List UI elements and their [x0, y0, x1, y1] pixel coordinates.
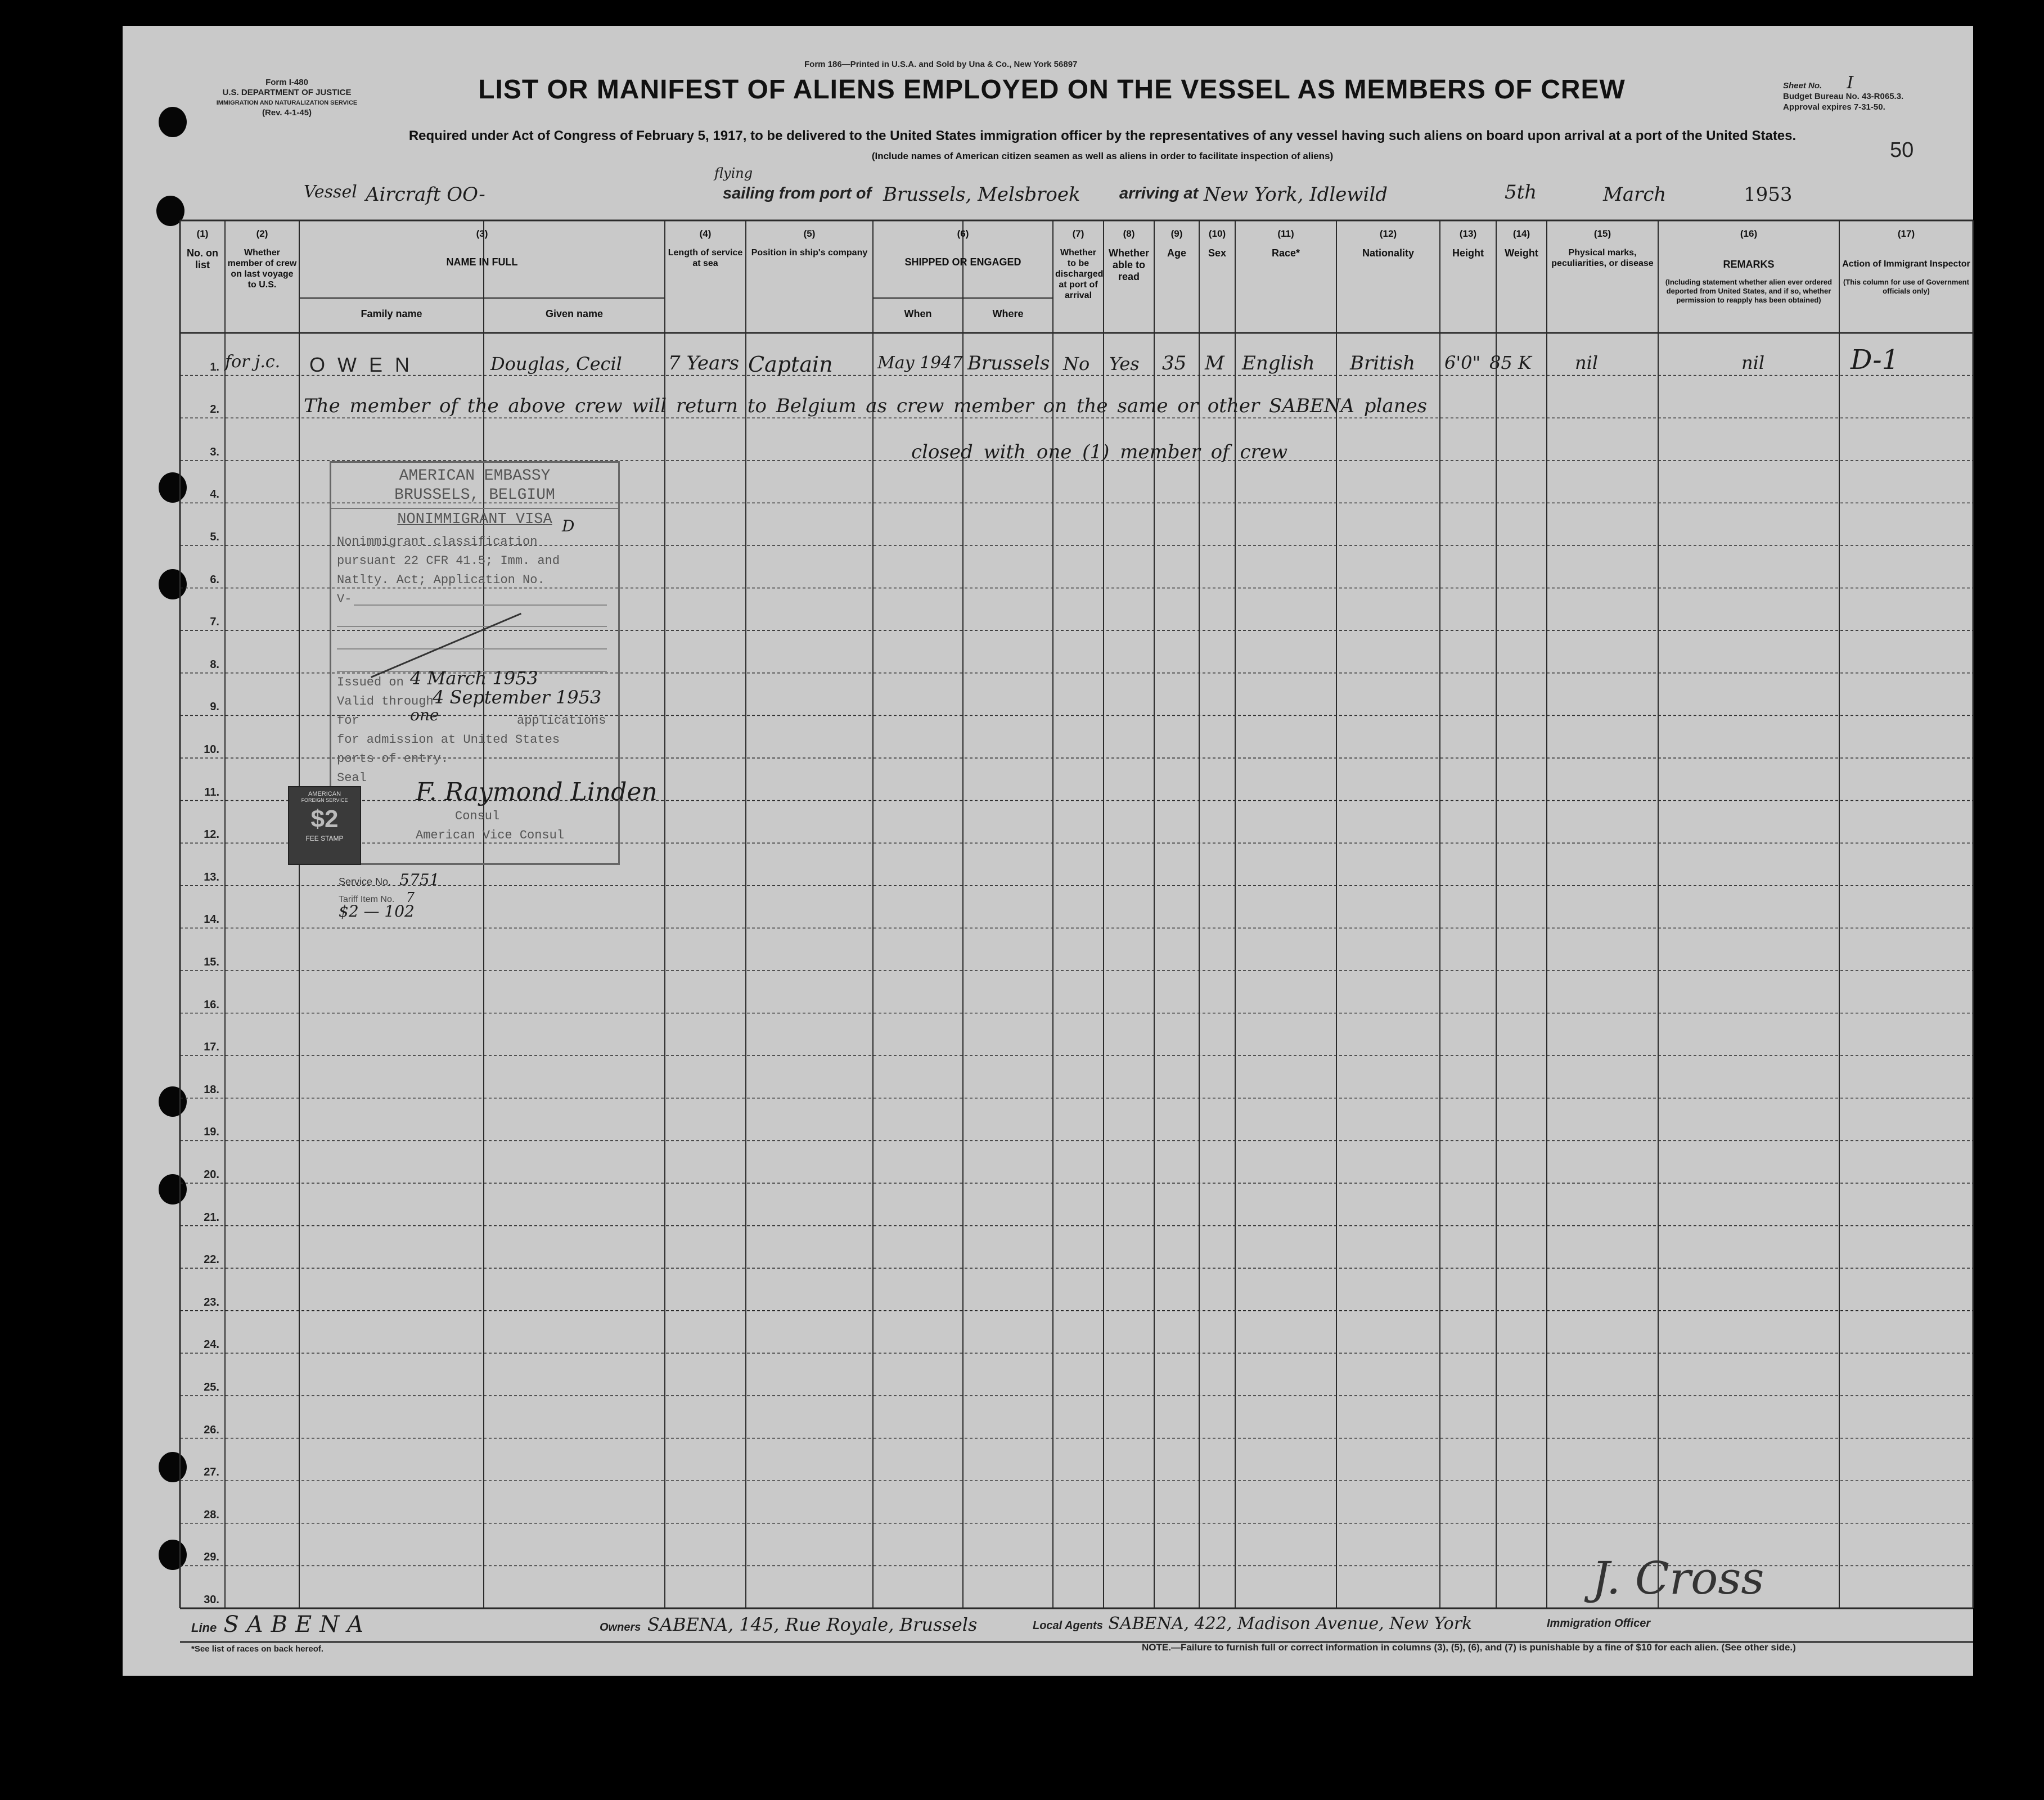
column-label: Action of Immigrant Inspector	[1842, 259, 1970, 269]
subtitle: Required under Act of Congress of February 5, 1917, to be delivered to the United States immigration officer by the representatives of any vessel having such aliens on board upon arrival at a port of the United States.	[408, 128, 1797, 143]
column-label: Position in ship's company	[751, 248, 868, 258]
cell-nationality: British	[1350, 352, 1415, 375]
column-subnote: (Including statement whether alien ever ordered deported from United States, and if so, whether permission to reapply has been obtained)	[1665, 278, 1833, 304]
service-name: IMMIGRATION AND NATURALIZATION SERVICE	[216, 100, 358, 106]
column-number: (8)	[1123, 228, 1135, 239]
column-sublabel: When	[904, 308, 932, 319]
column-number: (9)	[1170, 228, 1183, 239]
stamp-issued-value: 4 March 1953	[410, 667, 538, 689]
column-number: (2)	[256, 228, 268, 239]
row-number: 5.	[210, 531, 219, 543]
consul-signature: F. Raymond Linden	[416, 778, 658, 806]
line-value: SABENA	[223, 1612, 372, 1637]
stamp-visa-type: NONIMMIGRANT VISA	[397, 511, 552, 528]
budget-bureau: Budget Bureau No. 43-R065.3.	[1783, 92, 1904, 101]
column-sublabel: Given name	[545, 308, 604, 319]
column-number: (3)	[476, 228, 488, 239]
cell-service: 7 Years	[668, 352, 740, 375]
column-label: No. on list	[187, 247, 218, 270]
column-number: (12)	[1379, 228, 1397, 239]
cell-discharged: No	[1063, 353, 1090, 375]
footer-agents-field	[1033, 1614, 1472, 1634]
stamp-v-label: V-	[337, 592, 352, 606]
footer-officer-field	[1547, 1617, 1650, 1630]
row-number: 21.	[204, 1211, 219, 1224]
sheet-block	[1783, 73, 1904, 112]
agents-label: Local Agents	[1033, 1619, 1103, 1632]
column-label: SHIPPED OR ENGAGED	[904, 256, 1021, 268]
owners-value: SABENA, 145, Rue Royale, Brussels	[647, 1614, 978, 1635]
stamp-city: BRUSSELS, BELGIUM	[394, 486, 555, 504]
cell-marks: nil	[1575, 352, 1599, 373]
month-value: March	[1603, 183, 1667, 206]
row-number: 1.	[210, 360, 219, 373]
column-number: (13)	[1459, 228, 1477, 239]
cell-position: Captain	[748, 352, 833, 377]
fee-stamp-top: AMERICAN	[308, 791, 341, 797]
service-no	[339, 870, 439, 889]
stamp-issued-label: Issued on	[337, 675, 404, 689]
printer-line: Form 186—Printed in U.S.A. and Sold by Una & Co., New York 56897	[804, 60, 1078, 69]
column-label: Physical marks, peculiarities, or disease	[1551, 248, 1654, 268]
row-number: 10.	[204, 743, 219, 756]
row-number: 7.	[210, 616, 219, 629]
column-number: (15)	[1593, 228, 1611, 239]
row-number: 28.	[204, 1508, 219, 1521]
stamp-for-value: one	[410, 706, 439, 724]
column-label: Length of service at sea	[668, 248, 743, 268]
stamp-consul-2: American Vice Consul	[416, 828, 565, 842]
column-label: Nationality	[1362, 247, 1414, 259]
page-title: LIST OR MANIFEST OF ALIENS EMPLOYED ON THE VESSEL AS MEMBERS OF CREW	[478, 75, 1626, 105]
cell-given-name: Douglas, Cecil	[490, 353, 622, 375]
column-label: Height	[1452, 247, 1484, 259]
cell-age: 35	[1162, 352, 1187, 375]
stamp-admission: for admission at United States	[337, 733, 560, 747]
row-number: 3.	[210, 445, 219, 458]
approval-expires: Approval expires 7-31-50.	[1783, 102, 1885, 112]
column-number: (6)	[957, 228, 969, 239]
cell-family-name: OWEN	[309, 353, 422, 376]
subtitle-note: (Include names of American citizen seamen as well as aliens in order to facilitate inspection of aliens)	[871, 151, 1334, 161]
agents-value: SABENA, 422, Madison Avenue, New York	[1108, 1614, 1473, 1634]
fee-stamp-service: FOREIGN SERVICE	[301, 797, 348, 803]
stamp-pursuant: pursuant 22 CFR 41.5; Imm. and	[337, 554, 560, 568]
column-number: (7)	[1072, 228, 1084, 239]
sheet-label: Sheet No.	[1783, 81, 1822, 91]
column-label: Race*	[1271, 247, 1300, 259]
row-number: 22.	[204, 1253, 219, 1266]
row-number: 13.	[204, 870, 219, 883]
crew-note-line-2: closed with one (1) member of crew	[911, 441, 1288, 463]
row-number: 11.	[204, 786, 219, 799]
fee-stamp-value: $2	[310, 805, 339, 833]
cell-sex: M	[1205, 352, 1224, 375]
cell-action: D-1	[1851, 344, 1899, 376]
row-number: 14.	[204, 913, 219, 926]
stamp-embassy: AMERICAN EMBASSY	[399, 467, 551, 485]
row-number: 30.	[204, 1594, 219, 1606]
column-label: Age	[1167, 247, 1186, 259]
column-number: (14)	[1512, 228, 1530, 239]
row-number: 24.	[204, 1338, 219, 1351]
owners-label: Owners	[600, 1621, 641, 1634]
fee-value: $2 — 102	[339, 902, 415, 921]
crew-note-line-1: The member of the above crew will return to Belgium as crew member on the same or other SABENA planes	[304, 395, 1428, 417]
vessel-value: Aircraft OO-	[366, 183, 485, 206]
row-number: 15.	[204, 956, 219, 968]
officer-signature: J. Cross	[1592, 1552, 1764, 1604]
column-number: (16)	[1740, 228, 1758, 239]
visa-stamp	[330, 461, 658, 865]
fee-stamp-bottom: FEE STAMP	[305, 834, 344, 842]
service-no-label: Service No.	[339, 876, 391, 887]
stamp-class-value: D	[562, 517, 575, 535]
row-number: 2.	[210, 403, 219, 416]
stamp-for-label: for	[337, 714, 359, 728]
year-value: 1953	[1744, 183, 1793, 206]
stamp-valid-label: Valid through	[337, 694, 434, 709]
row-number: 19.	[204, 1126, 219, 1139]
column-label: REMARKS	[1723, 259, 1775, 270]
cell-remarks: nil	[1741, 352, 1765, 373]
stamp-consul-1: Consul	[455, 809, 500, 823]
column-number: (10)	[1208, 228, 1226, 239]
tariff-value: 7	[406, 890, 415, 905]
column-label: NAME IN FULL	[446, 256, 518, 268]
row-number: 20.	[204, 1169, 219, 1181]
row-number: 9.	[210, 701, 219, 714]
races-note: *See list of races on back hereof.	[191, 1644, 324, 1654]
cell-race: English	[1242, 352, 1315, 375]
day-value: 5th	[1505, 181, 1537, 204]
revision: (Rev. 4-1-45)	[262, 108, 312, 118]
column-number: (17)	[1897, 228, 1915, 239]
row-number: 23.	[204, 1296, 219, 1309]
column-label: Whether to be discharged at port of arrival	[1055, 248, 1104, 300]
row-number: 18.	[204, 1083, 219, 1096]
row-number: 4.	[210, 488, 219, 501]
line-label: Line	[191, 1621, 217, 1635]
stamp-applications: applications	[517, 714, 606, 728]
cell-read: Yes	[1109, 353, 1140, 375]
column-label: Whether member of crew on last voyage to U.S.	[227, 248, 297, 290]
row-number: 27.	[204, 1466, 219, 1479]
column-label: Whether able to read	[1109, 247, 1149, 282]
row-number: 29.	[204, 1551, 219, 1564]
column-number: (11)	[1277, 228, 1294, 239]
vessel-label: Vessel	[304, 182, 357, 202]
arriving-value: New York, Idlewild	[1204, 183, 1388, 206]
column-sublabel: Where	[992, 308, 1024, 319]
cell-where: Brussels	[967, 352, 1050, 375]
from-label: sailing from port of	[723, 184, 872, 202]
column-subnote: (This column for use of Government officials only)	[1843, 278, 1969, 295]
cell-height: 6'0"	[1444, 352, 1481, 373]
stamp-valid-value: 4 September 1953	[433, 687, 602, 708]
officer-label: Immigration Officer	[1547, 1617, 1651, 1630]
row-number: 16.	[204, 998, 219, 1011]
form-identification	[174, 78, 399, 118]
form-number: Form I-480	[265, 78, 308, 87]
stamp-ports: ports of entry.	[337, 752, 449, 766]
fine-note: NOTE.—Failure to furnish full or correct information in columns (3), (5), (6), and (7) is punishable by a fine of $10 for each alien. (See other side.)	[1142, 1642, 1796, 1653]
arriving-label: arriving at	[1119, 184, 1199, 202]
footer-owners-field	[600, 1614, 977, 1635]
stamp-classification: Nonimmigrant classification	[337, 535, 538, 549]
column-label: Weight	[1505, 247, 1538, 259]
row-number: 12.	[204, 828, 219, 841]
column-label: Sex	[1208, 247, 1227, 259]
column-number: (4)	[699, 228, 712, 239]
row-number: 6.	[210, 573, 219, 586]
row-number: 8.	[210, 658, 219, 671]
footer-line-field	[191, 1612, 371, 1637]
cell-when: May 1947	[877, 353, 963, 373]
fee-stamp	[288, 786, 361, 865]
port-value: Brussels, Melsbroek	[883, 183, 1080, 206]
column-sublabel: Family name	[361, 308, 422, 319]
sheet-number: I	[1847, 73, 1854, 93]
row-number: 17.	[204, 1041, 219, 1054]
column-number: (5)	[803, 228, 816, 239]
column-number: (1)	[196, 228, 209, 239]
stamp-seal: Seal	[337, 771, 367, 785]
row-number: 26.	[204, 1423, 219, 1436]
department: U.S. DEPARTMENT OF JUSTICE	[222, 88, 352, 97]
page-number: 50	[1890, 138, 1914, 162]
cell-last-voyage: for j.c.	[225, 352, 281, 372]
flying-value: flying	[714, 165, 753, 181]
tariff-label: Tariff Item No.	[339, 895, 395, 904]
stamp-natlty: Natlty. Act; Application No.	[337, 573, 545, 587]
cell-weight: 85 K	[1489, 352, 1532, 373]
service-no-value: 5751	[399, 870, 440, 889]
row-number: 25.	[204, 1381, 219, 1393]
